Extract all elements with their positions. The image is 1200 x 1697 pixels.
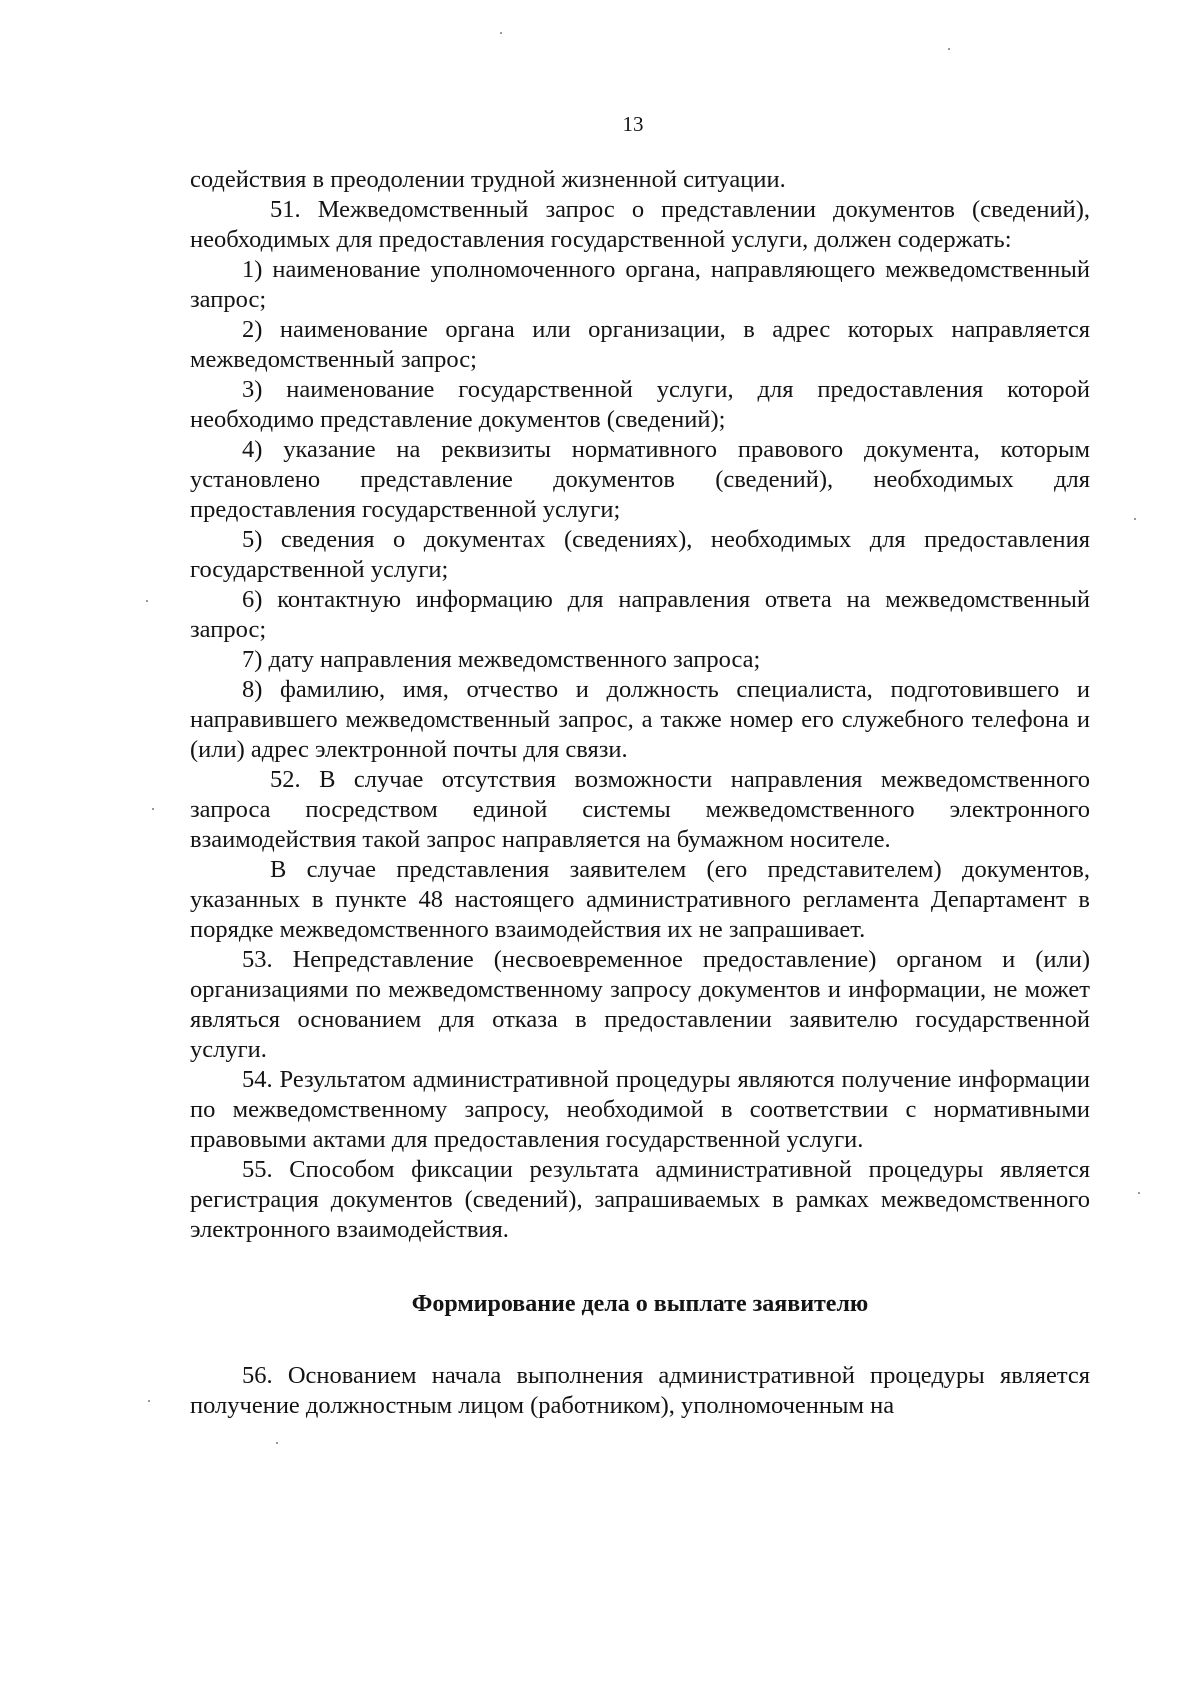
list-item-4: 4) указание на реквизиты нормативного правового документа, которым установлено представление документов (сведений), необходимых для предоставления государственной услуги; xyxy=(190,436,1090,523)
scan-speck xyxy=(500,32,502,34)
scan-speck xyxy=(1138,1192,1140,1194)
paragraph-continuation: содействия в преодолении трудной жизненной ситуации. xyxy=(190,166,786,193)
paragraph-54: 54. Результатом административной процедуры являются получение информации по межведомственному запросу, необходимой в соответствии с нормативными правовыми актами для предоставления государственной услуги. xyxy=(190,1066,1090,1153)
list-item-5: 5) сведения о документах (сведениях), необходимых для предоставления государственной услуги; xyxy=(190,526,1090,583)
list-item-1: 1) наименование уполномоченного органа, направляющего межведомственный запрос; xyxy=(190,256,1090,313)
paragraph-51: 51. Межведомственный запрос о представлении документов (сведений), необходимых для предоставления государственной услуги, должен содержать: xyxy=(190,196,1090,253)
scan-speck xyxy=(146,600,148,602)
list-item-2: 2) наименование органа или организации, в адрес которых направляется межведомственный запрос; xyxy=(190,316,1090,373)
list-item-3: 3) наименование государственной услуги, для предоставления которой необходимо представление документов (сведений); xyxy=(190,376,1090,433)
page-number: 13 xyxy=(622,112,644,136)
scan-speck xyxy=(1134,518,1136,520)
section-heading: Формирование дела о выплате заявителю xyxy=(411,1291,869,1317)
scan-speck xyxy=(152,808,154,810)
list-item-8: 8) фамилию, имя, отчество и должность специалиста, подготовившего и направившего межведомственный запрос, а также номер его служебного телефона и (или) адрес электронной почты для связи. xyxy=(190,676,1090,763)
paragraph-53: 53. Непредставление (несвоевременное предоставление) органом и (или) организациями по межведомственному запросу документов и информации, не может являться основанием для отказа в предоставлении заявителю государственной услуги. xyxy=(190,946,1090,1063)
list-item-7: 7) дату направления межведомственного запроса; xyxy=(242,646,761,673)
document-body xyxy=(190,165,1090,1421)
scan-speck xyxy=(948,48,950,50)
list-item-6: 6) контактную информацию для направления ответа на межведомственный запрос; xyxy=(190,586,1090,643)
paragraph-55: 55. Способом фиксации результата административной процедуры является регистрация документов (сведений), запрашиваемых в рамках межведомственного электронного взаимодействия. xyxy=(190,1156,1090,1243)
scan-speck xyxy=(276,1442,278,1444)
scan-speck xyxy=(148,1400,150,1402)
paragraph-52: 52. В случае отсутствия возможности направления межведомственного запроса посредством единой системы межведомственного электронного взаимодействия такой запрос направляется на бумажном носителе. xyxy=(190,766,1090,853)
paragraph-56: 56. Основанием начала выполнения административной процедуры является получение должностным лицом (работником), уполномоченным на xyxy=(190,1362,1090,1419)
paragraph-52-continued: В случае представления заявителем (его представителем) документов, указанных в пункте 48 настоящего административного регламента Департамент в порядке межведомственного взаимодействия их не запрашивает. xyxy=(190,856,1090,943)
